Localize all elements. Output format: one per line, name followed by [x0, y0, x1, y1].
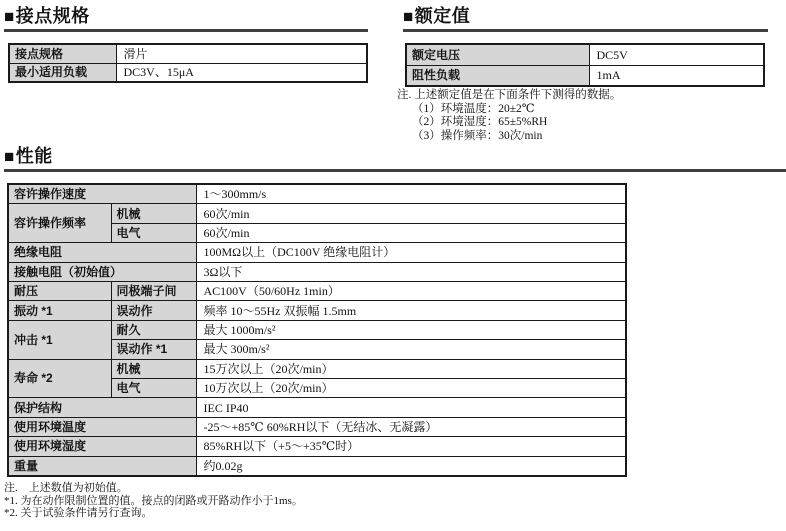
contact-spec-heading-text: 接点规格 — [15, 6, 90, 26]
row-label-cell: 最小适用负载 — [9, 63, 116, 82]
row-label-cell: 耐压 — [8, 282, 111, 301]
row-sublabel-cell: 电气 — [111, 223, 196, 242]
performance-heading-rule — [4, 169, 786, 172]
contact-spec-heading-rule — [4, 29, 368, 32]
row-value-cell: -25～+85℃ 60%RH以下（无结冰、无凝露） — [196, 417, 626, 436]
row-label-cell: 阻性负载 — [406, 65, 589, 86]
row-label-cell: 重量 — [8, 456, 196, 476]
row-label-cell: 容许操作速度 — [8, 184, 196, 204]
row-value-cell: 3Ω以下 — [196, 262, 626, 281]
row-label-cell: 使用环境温度 — [8, 417, 196, 436]
row-value-cell: 15万次以上（20次/min） — [196, 359, 626, 378]
row-label-cell: 接触电阻（初始值） — [8, 262, 196, 281]
row-label-cell: 振动 *1 — [8, 301, 111, 320]
table-row — [8, 184, 626, 204]
row-value-cell: DC5V — [589, 44, 764, 65]
rated-values-heading-text: 额定值 — [414, 6, 471, 26]
rated-values-heading — [403, 5, 470, 28]
rated-condition: （1）环境温度：20±2℃ — [412, 102, 535, 115]
square-bullet-icon: ■ — [403, 7, 414, 26]
table-row — [8, 398, 626, 417]
table-row — [8, 456, 626, 476]
row-value-cell: 1～300mm/s — [196, 184, 626, 204]
contact-spec-table — [8, 43, 368, 83]
rated-values-table — [405, 43, 765, 87]
row-label-cell: 额定电压 — [406, 44, 589, 65]
table-row — [8, 204, 626, 223]
square-bullet-icon: ■ — [4, 7, 15, 26]
performance-footnotes — [4, 482, 303, 520]
table-row — [8, 359, 626, 378]
row-sublabel-cell: 机械 — [111, 359, 196, 378]
table-row — [8, 417, 626, 436]
table-row — [8, 243, 626, 262]
row-sublabel-cell: 误动作 — [111, 301, 196, 320]
rated-condition: （2）环境湿度：65±5%RH — [412, 116, 548, 128]
contact-spec-heading — [4, 5, 90, 28]
row-value-cell: 85%RH以下（+5～+35℃时） — [196, 437, 626, 456]
table-row — [406, 44, 764, 65]
table-row — [8, 437, 626, 456]
row-label-cell: 接点规格 — [9, 44, 116, 63]
table-row — [9, 63, 367, 82]
row-value-cell: 60次/min — [196, 223, 626, 242]
square-bullet-icon: ■ — [4, 147, 15, 166]
table-row — [8, 262, 626, 281]
row-label-cell: 容许操作频率 — [8, 204, 111, 243]
performance-heading — [4, 145, 53, 168]
table-row — [8, 301, 626, 320]
row-sublabel-cell: 电气 — [111, 378, 196, 397]
row-label-cell: 冲击 *1 — [8, 320, 111, 359]
row-value-cell: 最大 1000m/s² — [196, 320, 626, 339]
row-label-cell: 绝缘电阻 — [8, 243, 196, 262]
performance-footnote: 注. 上述数值为初始值。 — [4, 482, 128, 494]
row-value-cell: DC3V、15μA — [116, 63, 367, 82]
row-value-cell: 最大 300m/s² — [196, 340, 626, 359]
performance-table — [7, 183, 627, 477]
performance-heading-text: 性能 — [15, 146, 53, 166]
row-value-cell: 1mA — [589, 65, 764, 86]
performance-footnote: *1. 为在动作限制位置的值。接点的闭路或开路动作小于1ms。 — [4, 494, 303, 507]
row-sublabel-cell: 机械 — [111, 204, 196, 223]
row-value-cell: 频率 10～55Hz 双振幅 1.5mm — [196, 301, 626, 320]
row-value-cell: 100MΩ以上（DC100V 绝缘电阻计） — [196, 243, 626, 262]
rated-values-notes — [397, 89, 621, 143]
row-value-cell: 10万次以上（20次/min） — [196, 378, 626, 397]
row-sublabel-cell: 同极端子间 — [111, 282, 196, 301]
table-row — [8, 282, 626, 301]
performance-footnote: *2. 关于试验条件请另行查询。 — [4, 507, 153, 519]
table-row — [9, 44, 367, 63]
row-value-cell: AC100V（50/60Hz 1min） — [196, 282, 626, 301]
row-label-cell: 寿命 *2 — [8, 359, 111, 398]
row-label-cell: 使用环境湿度 — [8, 437, 196, 456]
rated-condition: （3）操作频率：30次/min — [412, 129, 543, 142]
row-sublabel-cell: 耐久 — [111, 320, 196, 339]
row-value-cell: 60次/min — [196, 204, 626, 223]
row-value-cell: 滑片 — [116, 44, 367, 63]
row-sublabel-cell: 误动作 *1 — [111, 340, 196, 359]
row-label-cell: 保护结构 — [8, 398, 196, 417]
rated-note-heading: 注. 上述额定值是在下面条件下测得的数据。 — [397, 89, 622, 101]
table-row — [406, 65, 764, 86]
table-row — [8, 320, 626, 339]
row-value-cell: 约0.02g — [196, 456, 626, 476]
row-value-cell: IEC IP40 — [196, 398, 626, 417]
rated-values-heading-rule — [403, 29, 768, 32]
